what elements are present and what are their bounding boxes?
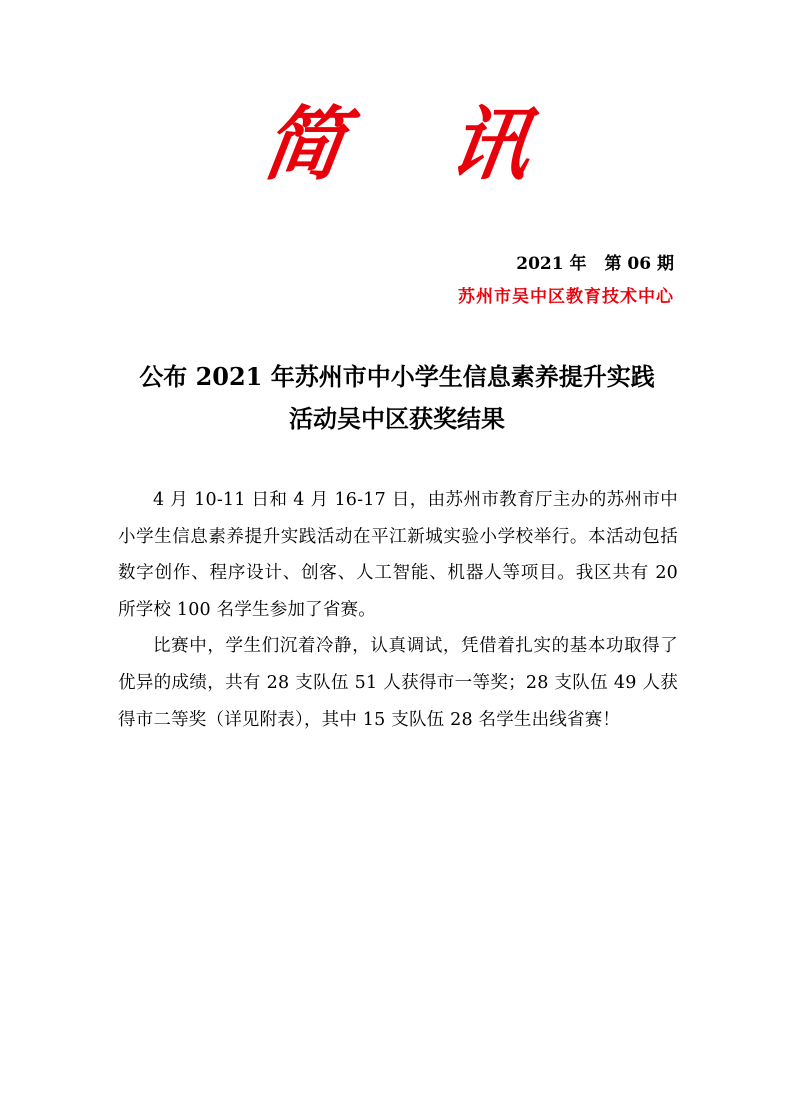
issue-year: 2021 年 <box>516 254 587 274</box>
article-body <box>118 482 678 738</box>
issue-number: 第 06 期 <box>604 254 674 274</box>
issue-info <box>516 252 674 276</box>
masthead-char-xun: 讯 <box>443 97 537 191</box>
publisher-name: 苏州市吴中区教育技术中心 <box>458 287 674 307</box>
masthead-char-jian: 简 <box>257 97 351 191</box>
article-title <box>0 356 794 440</box>
article-paragraph-1: 4 月 10-11 日和 4 月 16-17 日，由苏州市教育厅主办的苏州市中小学生信息素养提升实践活动在平江新城实验小学校举行。本活动包括数字创作、程序设计、创客、人工智能、机器人等项目。我区共有 20 所学校 100 名学生参加了省赛。 <box>118 490 678 620</box>
article-title-line-1: 公布 2021 年苏州市中小学生信息素养提升实践 <box>139 362 655 391</box>
newsletter-masthead <box>0 96 794 192</box>
article-paragraph-2: 比赛中，学生们沉着冷静，认真调试，凭借着扎实的基本功取得了优异的成绩，共有 28 支队伍 51 人获得市一等奖；28 支队伍 49 人获得市二等奖（详见附表），其中 15 支队伍 28 名学生出线省赛！ <box>118 636 678 730</box>
article-title-line-2: 活动吴中区获奖结果 <box>289 404 505 433</box>
